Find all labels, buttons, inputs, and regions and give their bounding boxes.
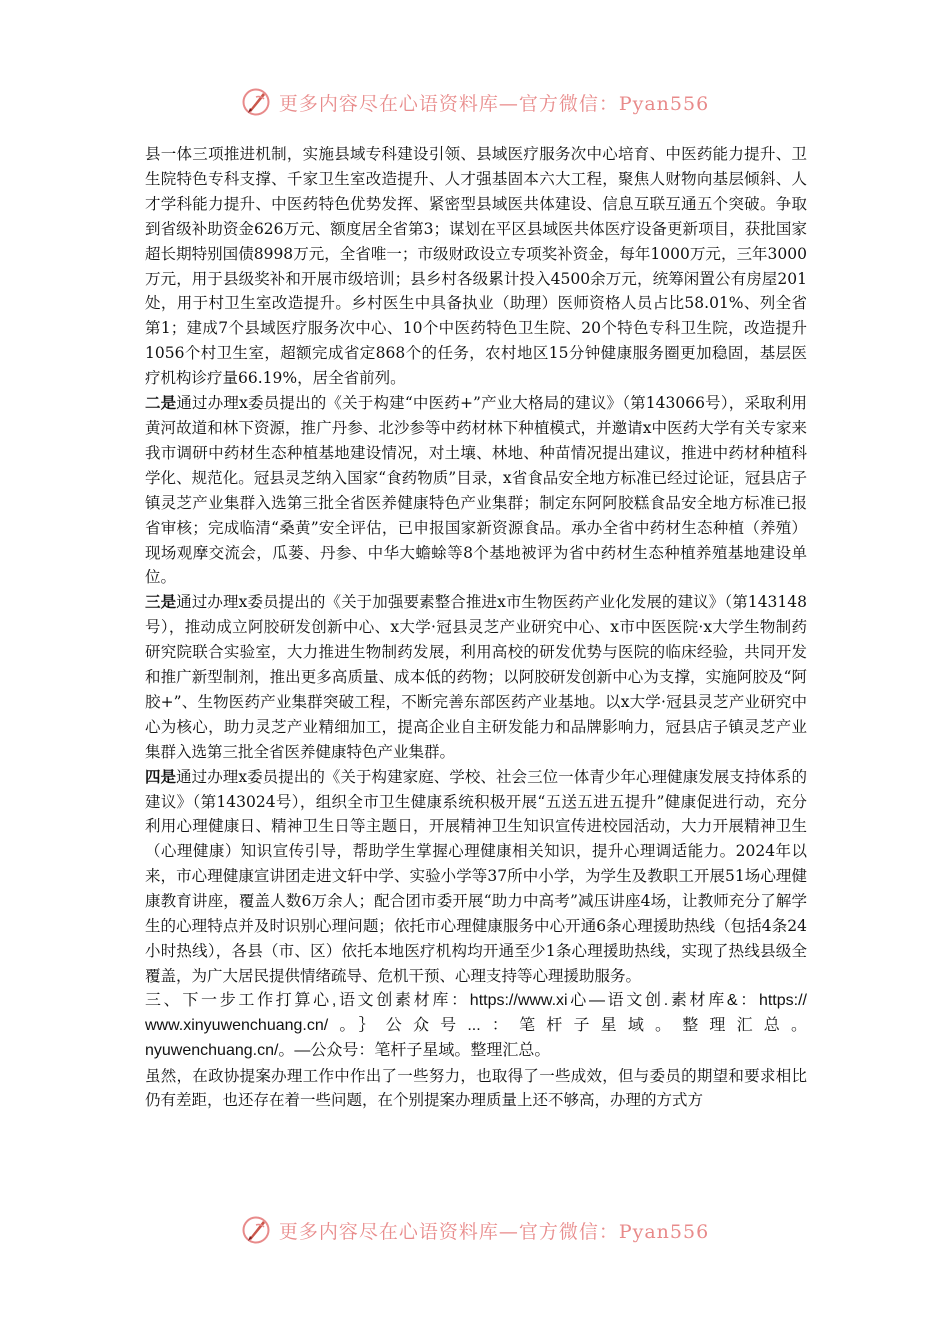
- paragraph-3-lead: 三是: [145, 592, 177, 612]
- watermark-text: 更多内容尽在心语资料库—官方微信：Pyan556: [278, 92, 710, 115]
- paragraph-2: [145, 391, 807, 590]
- paragraph-2-lead: 二是: [145, 393, 177, 413]
- paragraph-3: [145, 590, 807, 764]
- paragraph-4-text: 通过办理x委员提出的《关于构建家庭、学校、社会三位一体青少年心理健康发展支持体系的建议》（第143024号），组织全市卫生健康系统积极开展“五送五进五提升”健康促进行动，充分利用心理健康日、精神卫生日等主题日，开展精神卫生知识宣传进校园活动，大力开展精神卫生（心理健康）知识宣传引导，帮助学生掌握心理健康相关知识，提升心理调适能力。2024年以来，市心理健康宣讲团走进文轩中学、实验小学等37所中小学，为学生及教职工开展51场心理健康教育讲座，覆盖人数6万余人；配合团市委开展“助力中高考”减压讲座4场，让教师充分了解学生的心理特点并及时识别心理问题；依托市心理健康服务中心开通6条心理援助热线（包括4条24小时热线），各县（市、区）依托本地医疗机构均开通至少1条心理援助热线，实现了热线县级全覆盖，为广大居民提供情绪疏导、危机干预、心理支持等心理援助服务。: [145, 767, 807, 985]
- footer-watermark-banner: [0, 1210, 950, 1250]
- quill-pen-icon: [241, 87, 271, 117]
- header-watermark-banner: [0, 82, 950, 122]
- document-body: [145, 142, 807, 1192]
- paragraph-2-text: 通过办理x委员提出的《关于构建“中医药+”产业大格局的建议》（第143066号），采取利用黄河故道和林下资源，推广丹参、北沙参等中药材林下种植模式，并邀请x中医药大学有关专家来我市调研中药材生态种植基地建设情况，对土壤、林地、种苗情况提出建议，推进中药材种植科学化、规范化。冠县灵芝纳入国家“食药物质”目录，x省食品安全地方标准已经过论证，冠县店子镇灵芝产业集群入选第三批全省医养健康特色产业集群；制定东阿阿胶糕食品安全地方标准已报省审核；完成临清“桑黄”安全评估，已申报国家新资源食品。承办全省中药材生态种植（养殖）现场观摩交流会，瓜蒌、丹参、中华大蟾蜍等8个基地被评为省中药材生态种植养殖基地建设单位。: [145, 394, 807, 587]
- watermark-text: 更多内容尽在心语资料库—官方微信：Pyan556: [278, 1220, 710, 1243]
- section-heading-line-2: www.xinyuwenchuang.cn/。｝公众号...：笔杆子星域。整理汇总。: [145, 1016, 807, 1034]
- section-heading-line-3: nyuwenchuang.cn/。—公众号：笔杆子星域。整理汇总。: [145, 1041, 551, 1059]
- quill-pen-icon: [241, 1215, 271, 1245]
- paragraph-3-text: 通过办理x委员提出的《关于加强要素整合推进x市生物医药产业化发展的建议》（第143148号），推动成立阿胶研发创新中心、x大学·冠县灵芝产业研究中心、x市中医医院·x大学生物制药研究院联合实验室，大力推进生物制药发展，利用高校的研发优势与医院的临床经验，共同开发和推广新型制剂，推出更多高质量、成本低的药物；以阿胶研发创新中心为支撑，实施阿胶及“阿胶+”、生物医药产业集群突破工程，不断完善东部医药产业基地。以x大学·冠县灵芝产业研究中心为核心，助力灵芝产业精细加工，提高企业自主研发能力和品牌影响力，冠县店子镇灵芝产业集群入选第三批全省医养健康特色产业集群。: [145, 593, 807, 761]
- paragraph-5: 虽然，在政协提案办理工作中作出了一些努力，也取得了一些成效，但与委员的期望和要求相比仍有差距，也还存在着一些问题，在个别提案办理质量上还不够高，办理的方式方: [145, 1066, 807, 1110]
- paragraph-4-lead: 四是: [145, 766, 177, 786]
- paragraph-1: 县一体三项推进机制，实施县域专科建设引领、县域医疗服务次中心培育、中医药能力提升、卫生院特色专科支撑、千家卫生室改造提升、人才强基固本六大工程，聚焦人财物向基层倾斜、人才学科能力提升、中医药特色优势发挥、紧密型县域医共体建设、信息互联互通五个突破。争取到省级补助资金626万元、额度居全省第3；谋划在平区县域医共体医疗设备更新项目，获批国家超长期特别国债8998万元，全省唯一；市级财政设立专项奖补资金，每年1000万元，三年3000万元，用于县级奖补和开展市级培训；县乡村各级累计投入4500余万元，统筹闲置公有房屋201处，用于村卫生室改造提升。乡村医生中具备执业（助理）医师资格人员占比58.01%、列全省第1；建成7个县域医疗服务次中心、10个中医药特色卫生院、20个特色专科卫生院，改造提升1056个村卫生室，超额完成省定868个的任务，农村地区15分钟健康服务圈更加稳固，基层医疗机构诊疗量66.19%，居全省前列。: [145, 145, 807, 388]
- paragraph-4: [145, 765, 807, 989]
- section-heading-line-1: 三、下一步工作打算心,语文创素材库：https://www.xi心—语文创.素材库&：https://: [145, 991, 807, 1009]
